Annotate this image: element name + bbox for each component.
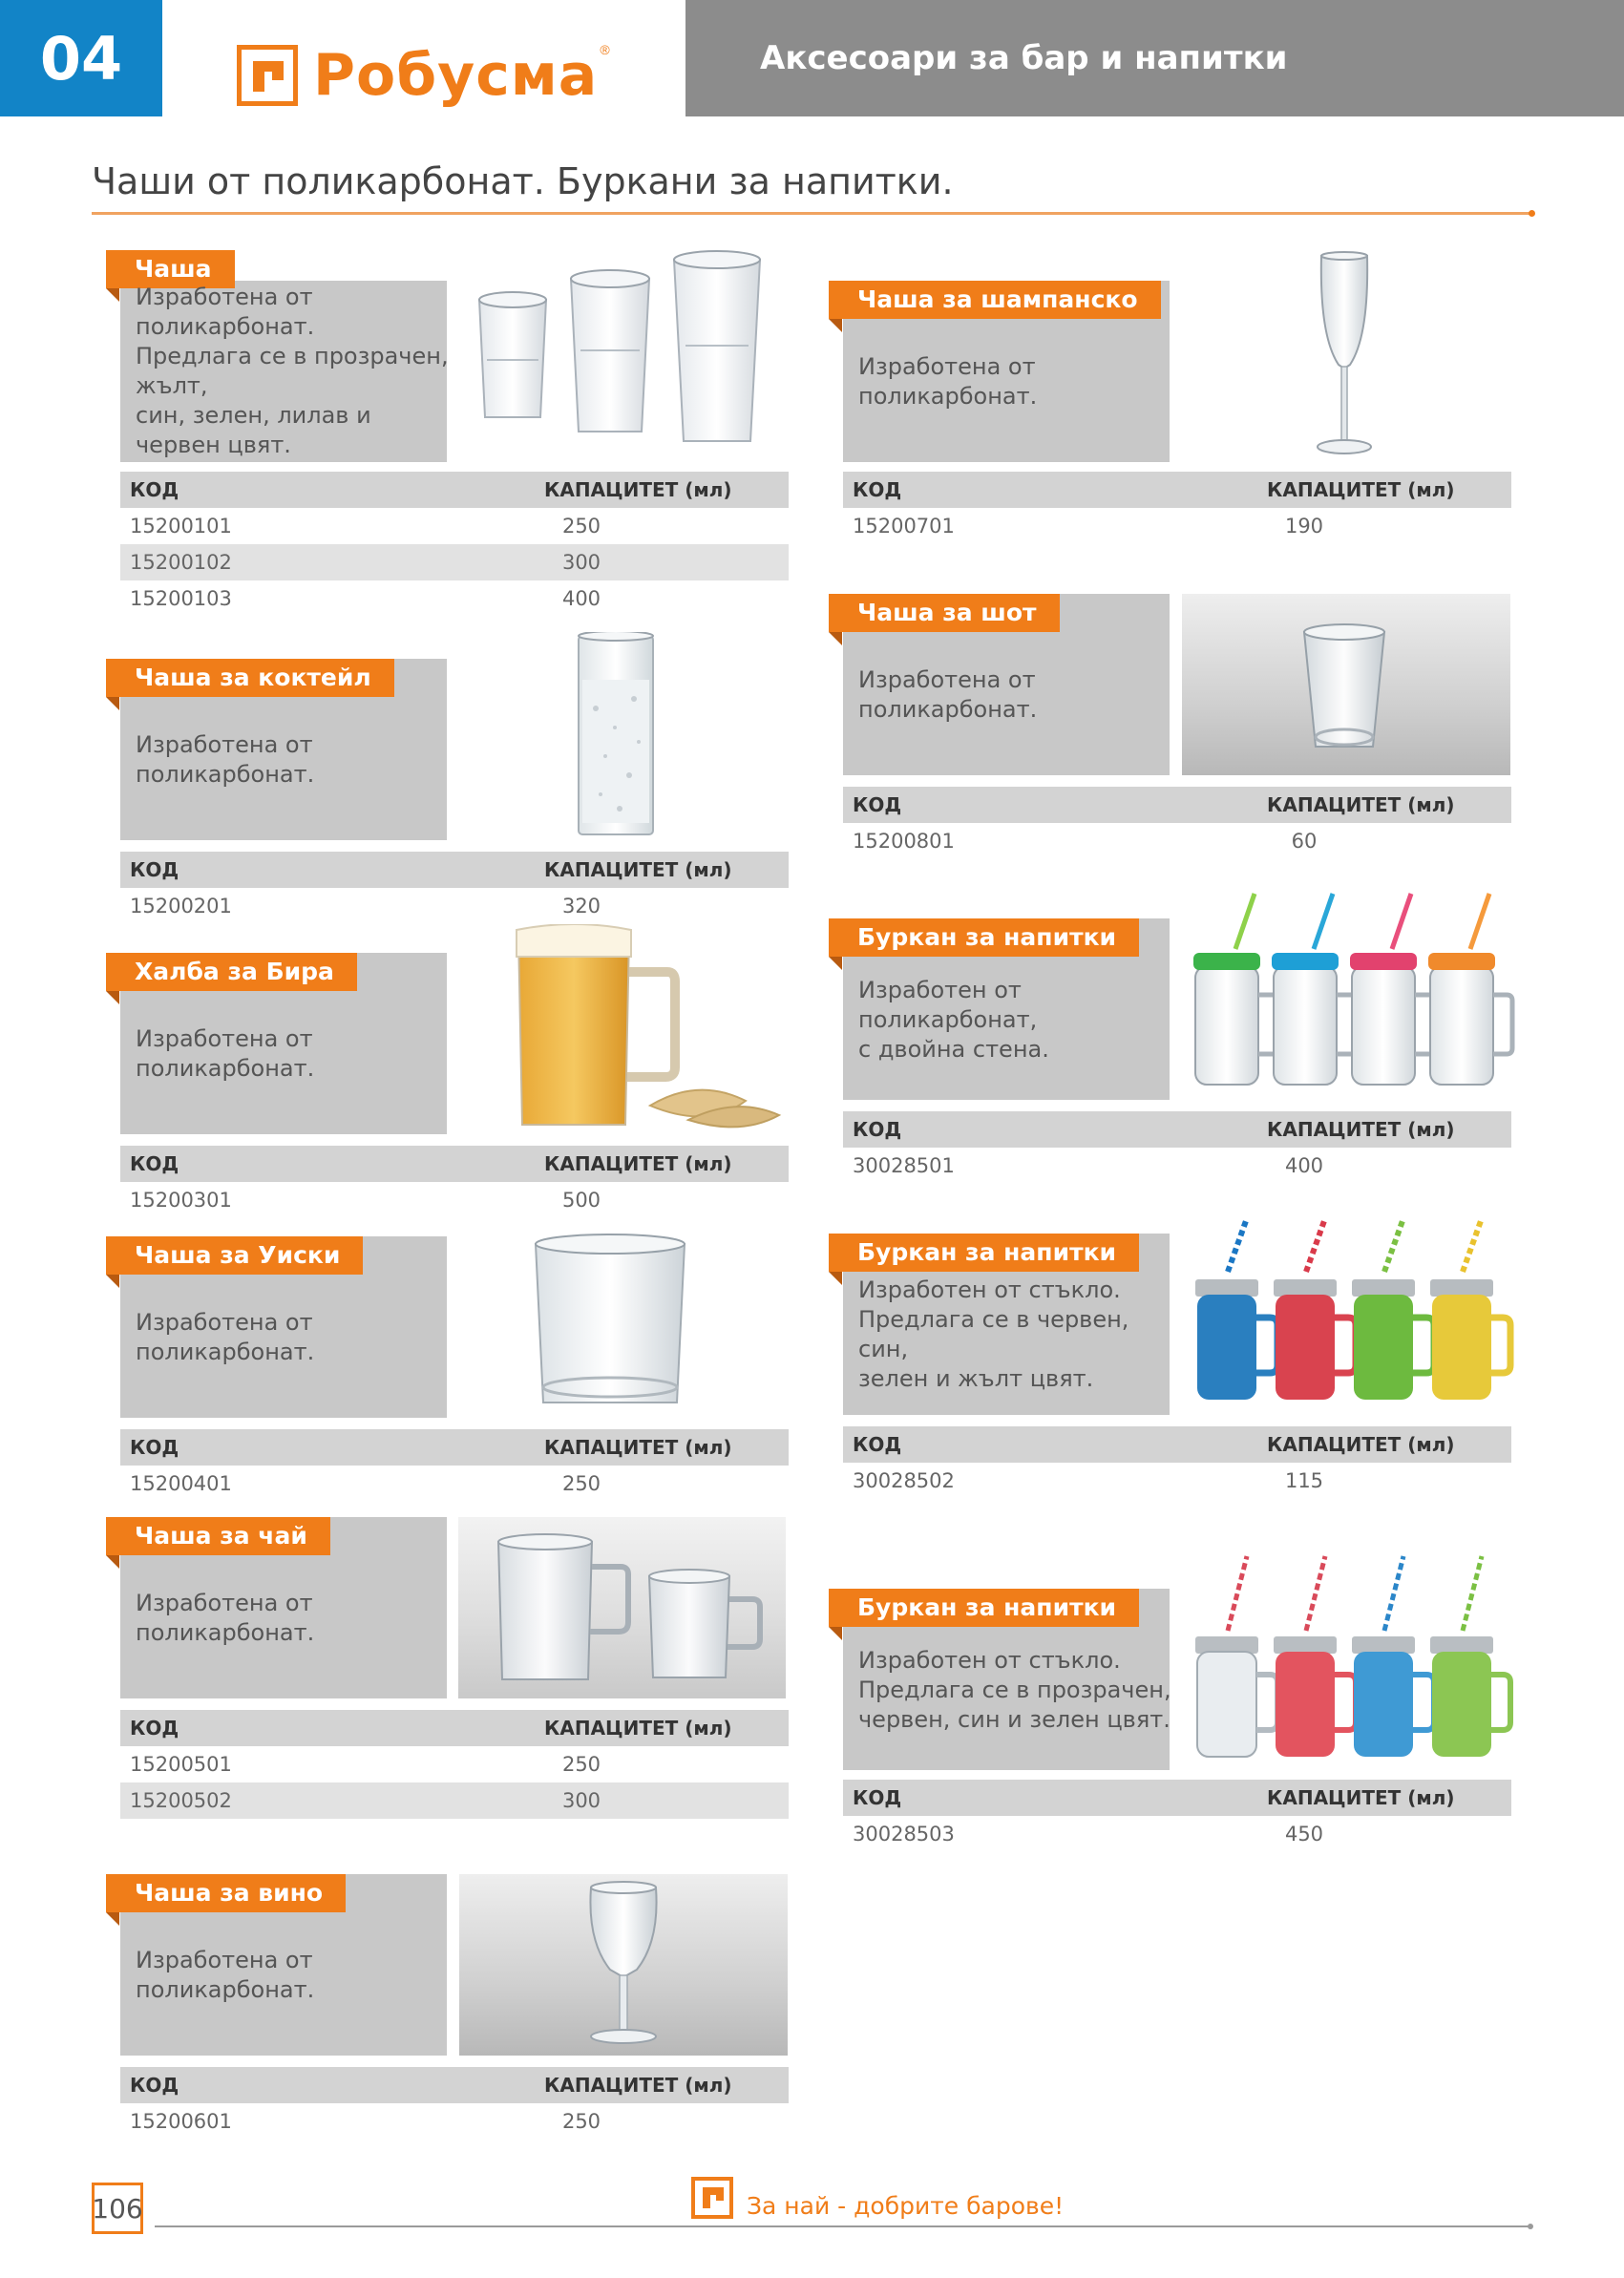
product-description: Изработен от поликарбонат, с двойна стена. (858, 976, 1049, 1063)
table-header: КОД КАПАЦИТЕТ (мл) (120, 2067, 789, 2103)
footer-slogan: За най - добрите барове! (747, 2192, 1065, 2220)
product-photo-glasses (462, 250, 787, 479)
table-row: 15200601 250 (130, 2110, 601, 2133)
footer-logo-icon (691, 2177, 733, 2219)
table-header: КОД КАПАЦИТЕТ (мл) (843, 1111, 1511, 1148)
product-description: Изработена от поликарбонат. (136, 1947, 315, 2003)
table-row: 30028502 115 (853, 1469, 1324, 1492)
brand-name: Робусма (313, 42, 599, 109)
table-header: КОД КАПАЦИТЕТ (мл) (843, 1426, 1511, 1463)
table-header: КОД КАПАЦИТЕТ (мл) (120, 1429, 789, 1466)
table-row: 15200401 250 (130, 1472, 601, 1495)
table-header: КОД КАПАЦИТЕТ (мл) (843, 787, 1511, 823)
product-description: Изработена от поликарбонат. (858, 666, 1038, 723)
table-row: 15200801 60 (853, 830, 1318, 853)
table-header: КОД КАПАЦИТЕТ (мл) (120, 852, 789, 888)
table-header: КОД КАПАЦИТЕТ (мл) (843, 472, 1511, 508)
table-row: 15200701 190 (853, 515, 1324, 538)
product-title: Чаша за шот (829, 594, 1060, 632)
product-title: Чаша за шампанско (829, 281, 1161, 319)
product-photo-colored-jars (1190, 1218, 1519, 1415)
product-title: Буркан за напитки (829, 1234, 1139, 1272)
table-header: КОД КАПАЦИТЕТ (мл) (120, 1146, 789, 1182)
product-title: Буркан за напитки (829, 918, 1139, 957)
product-photo-champagne (1277, 250, 1411, 462)
product-photo-beer (507, 924, 793, 1136)
footer-divider (155, 2225, 1529, 2227)
product-photo-wine (459, 1874, 788, 2056)
product-description: Изработена от поликарбонат. (136, 1590, 315, 1646)
table-row: 30028501 400 (853, 1154, 1324, 1177)
table-header: КОД КАПАЦИТЕТ (мл) (843, 1780, 1511, 1816)
product-photo-cocktail (462, 632, 787, 840)
product-title: Халба за Бира (106, 953, 357, 991)
page-number: 106 (92, 2183, 143, 2234)
table-row: 30028503 450 (853, 1823, 1324, 1846)
product-title: Чаша (106, 250, 235, 288)
title-divider (92, 212, 1531, 215)
page-title: Чаши от поликарбонат. Буркани за напитки. (92, 160, 954, 202)
registered-mark: ® (600, 42, 610, 57)
product-title: Чаша за коктейл (106, 659, 394, 697)
product-description: Изработен от стъкло. Предлага се в червен, син, зелен и жълт цвят. (858, 1276, 1129, 1392)
table-header: КОД КАПАЦИТЕТ (мл) (120, 472, 789, 508)
product-description: Изработен от стъкло. Предлага се в прозрачен, червен, син и зелен цвят. (858, 1646, 1171, 1733)
table-row: 15200502 300 (120, 1782, 789, 1819)
product-photo-shot (1182, 594, 1510, 775)
product-description: Изработена от поликарбонат. (136, 731, 315, 788)
table-row: 15200102 300 (120, 544, 789, 580)
product-photo-mason-jars (1190, 1552, 1519, 1770)
table-row: 15200501 250 (130, 1753, 601, 1776)
product-photo-plastic-jars (1184, 890, 1518, 1100)
table-header: КОД КАПАЦИТЕТ (мл) (120, 1710, 789, 1746)
table-row: 15200301 500 (130, 1189, 601, 1212)
product-title: Чаша за чай (106, 1517, 330, 1555)
section-number: 04 (0, 0, 162, 116)
table-row: 15200101 250 (130, 515, 601, 538)
table-row: 15200103 400 (130, 587, 601, 610)
category-title: Аксесоари за бар и напитки (685, 0, 1624, 116)
product-title: Чаша за вино (106, 1874, 346, 1912)
product-title: Буркан за напитки (829, 1589, 1139, 1627)
table-row: 15200201 320 (130, 895, 601, 918)
product-photo-tea-cups (458, 1517, 786, 1698)
brand-logo (237, 42, 610, 109)
product-photo-whisky (526, 1231, 698, 1418)
product-description: Изработена от поликарбонат. (858, 353, 1038, 410)
product-description: Изработена от поликарбонат. (136, 1025, 315, 1082)
brand-logo-icon (237, 45, 298, 106)
product-description: Изработена от поликарбонат. (136, 1309, 315, 1365)
product-description: Изработена от поликарбонат. Предлага се в прозрачен, жълт, син, зелен, лилав и червен цвят. (136, 284, 449, 458)
product-title: Чаша за Уиски (106, 1236, 363, 1275)
